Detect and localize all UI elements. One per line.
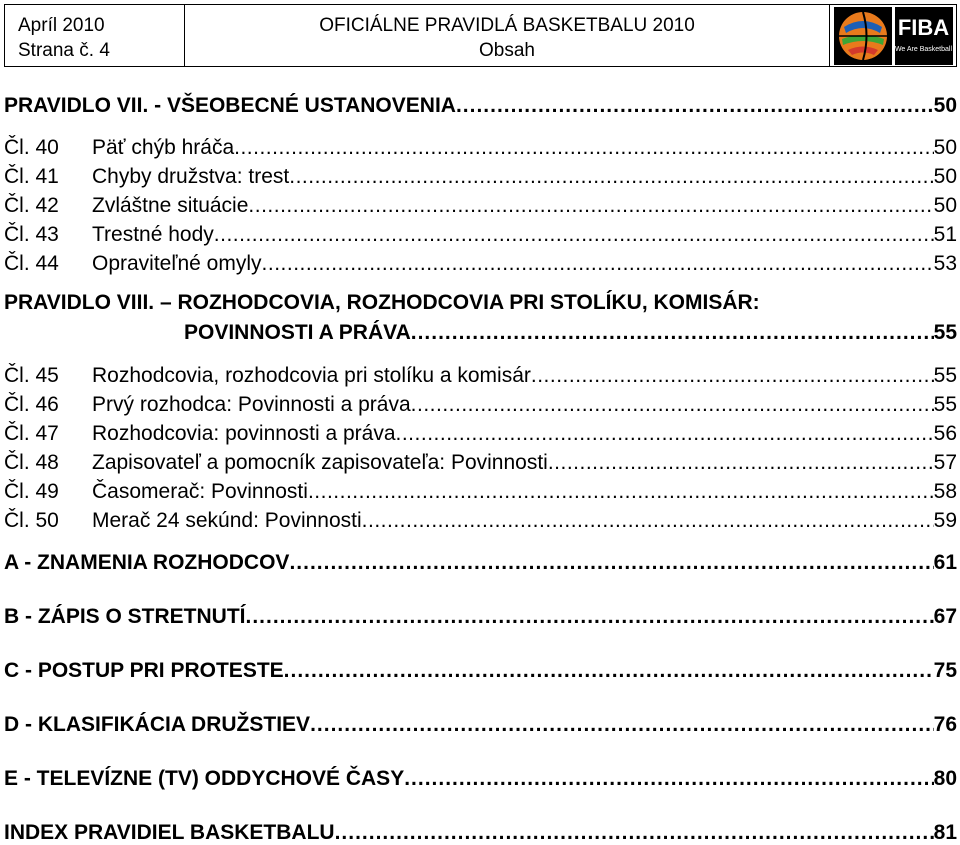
toc-entry-page: 58 [933,480,957,503]
toc-entry-page: 75 [933,659,957,682]
toc-leader [246,605,934,629]
toc-entry-page: 76 [933,713,957,736]
article-number: Čl. 48 [4,451,59,474]
toc-entry-page: 50 [933,194,957,217]
toc-entry-article-41[interactable] [4,165,957,189]
toc-entry-article-42[interactable] [4,194,957,218]
toc-entry-article-49[interactable] [4,480,957,504]
article-number: Čl. 44 [4,252,59,275]
toc-leader [289,551,933,575]
logo-cell [830,5,956,66]
toc-entry-article-48[interactable] [4,451,957,475]
toc-leader [531,364,934,388]
toc-entry-page: 81 [933,821,957,844]
toc-entry-title: INDEX PRAVIDIEL BASKETBALU [4,821,335,844]
toc-entry-page: 55 [933,364,957,387]
toc-entry-page: 50 [933,165,957,188]
toc-entry-title: Zvláštne situácie [92,194,249,217]
toc-entry-rule-8-line2[interactable] [184,321,957,345]
toc-entry-appendix-b[interactable] [4,605,957,629]
article-number: Čl. 49 [4,480,59,503]
article-number: Čl. 46 [4,393,59,416]
toc-leader [262,252,934,276]
fiba-logo-word: FIBA [897,15,950,40]
toc-entry-article-40[interactable] [4,136,957,160]
toc-entry-title: Rozhodcovia, rozhodcovia pri stolíku a komisár [92,364,531,387]
toc-entry-title-continued: POVINNOSTI A PRÁVA [184,321,411,344]
toc-entry-page: 56 [933,422,957,445]
toc-entry-appendix-a[interactable] [4,551,957,575]
toc-entry-title: PRAVIDLO VIII. – ROZHODCOVIA, ROZHODCOVIA PRI STOLÍKU, KOMISÁR: [4,291,760,314]
toc-entry-title: Prvý rozhodca: Povinnosti a práva [92,393,411,416]
article-number: Čl. 45 [4,364,59,387]
toc-entry-page: 50 [933,94,957,117]
toc-entry-page: 67 [933,605,957,628]
toc-leader [396,422,934,446]
toc-entry-article-46[interactable] [4,393,957,417]
toc-entry-title: Rozhodcovia: povinnosti a práva [92,422,396,445]
toc-entry-title: E - TELEVÍZNE (TV) ODDYCHOVÉ ČASY [4,767,405,790]
header-page-label: Strana č. 4 [18,40,110,61]
toc-leader [234,136,934,160]
header-date: Apríl 2010 [18,15,105,36]
toc-entry-index[interactable] [4,821,957,845]
article-number: Čl. 47 [4,422,59,445]
fiba-tagline: We Are Basketball [894,46,953,53]
toc-leader [310,713,934,737]
toc-entry-title: Chyby družstva: trest [92,165,290,188]
toc-entry-page: 50 [933,136,957,159]
toc-leader [308,480,934,504]
toc-entry-page: 57 [933,451,957,474]
toc-entry-title: Päť chýb hráča [92,136,235,159]
toc-entry-article-45[interactable] [4,364,957,388]
toc-entry-article-43[interactable] [4,223,957,247]
toc-entry-rule-8-line1[interactable] [4,291,957,315]
article-number: Čl. 50 [4,509,59,532]
article-number: Čl. 41 [4,165,59,188]
header-title-cell [185,5,830,66]
toc-leader [214,223,934,247]
toc-entry-page: 61 [933,551,957,574]
toc-entry-title: Časomerač: Povinnosti [92,480,308,503]
article-number: Čl. 40 [4,136,59,159]
toc-leader [284,659,934,683]
toc-entry-title: D - KLASIFIKÁCIA DRUŽSTIEV [4,713,311,736]
toc-entry-rule-7[interactable] [4,94,957,118]
section-title: Obsah [479,40,535,61]
header-left-cell [5,5,185,66]
article-number: Čl. 42 [4,194,59,217]
toc-leader [404,767,933,791]
toc-leader [548,451,934,475]
fiba-logo [895,7,953,65]
toc-leader [411,393,934,417]
toc-leader [456,94,934,118]
toc-leader [335,821,934,845]
toc-entry-title: Trestné hody [92,223,214,246]
article-number: Čl. 43 [4,223,59,246]
toc-leader [411,321,934,345]
toc-entry-appendix-d[interactable] [4,713,957,737]
toc-entry-page: 55 [933,321,957,344]
toc-entry-title: A - ZNAMENIA ROZHODCOV [4,551,290,574]
toc-entry-page: 55 [933,393,957,416]
toc-leader [289,165,933,189]
toc-entry-title: PRAVIDLO VII. - VŠEOBECNÉ USTANOVENIA [4,94,456,117]
basketball-logo-icon [834,7,892,65]
page-header [4,4,957,67]
toc-entry-article-47[interactable] [4,422,957,446]
toc-entry-title: Opraviteľné omyly [92,252,262,275]
toc-entry-article-44[interactable] [4,252,957,276]
toc-entry-page: 80 [933,767,957,790]
toc-entry-page: 59 [933,509,957,532]
toc-entry-title: C - POSTUP PRI PROTESTE [4,659,284,682]
toc-leader [362,509,934,533]
toc-entry-title: B - ZÁPIS O STRETNUTÍ [4,605,246,628]
toc-entry-appendix-e[interactable] [4,767,957,791]
toc-entry-appendix-c[interactable] [4,659,957,683]
document-title: OFICIÁLNE PRAVIDLÁ BASKETBALU 2010 [319,15,695,36]
toc-entry-article-50[interactable] [4,509,957,533]
toc-entry-page: 51 [933,223,957,246]
toc-entry-title: Zapisovateľ a pomocník zapisovateľa: Povinnosti [92,451,548,474]
toc-entry-title: Merač 24 sekúnd: Povinnosti [92,509,362,532]
toc-entry-page: 53 [933,252,957,275]
toc-leader [248,194,933,218]
